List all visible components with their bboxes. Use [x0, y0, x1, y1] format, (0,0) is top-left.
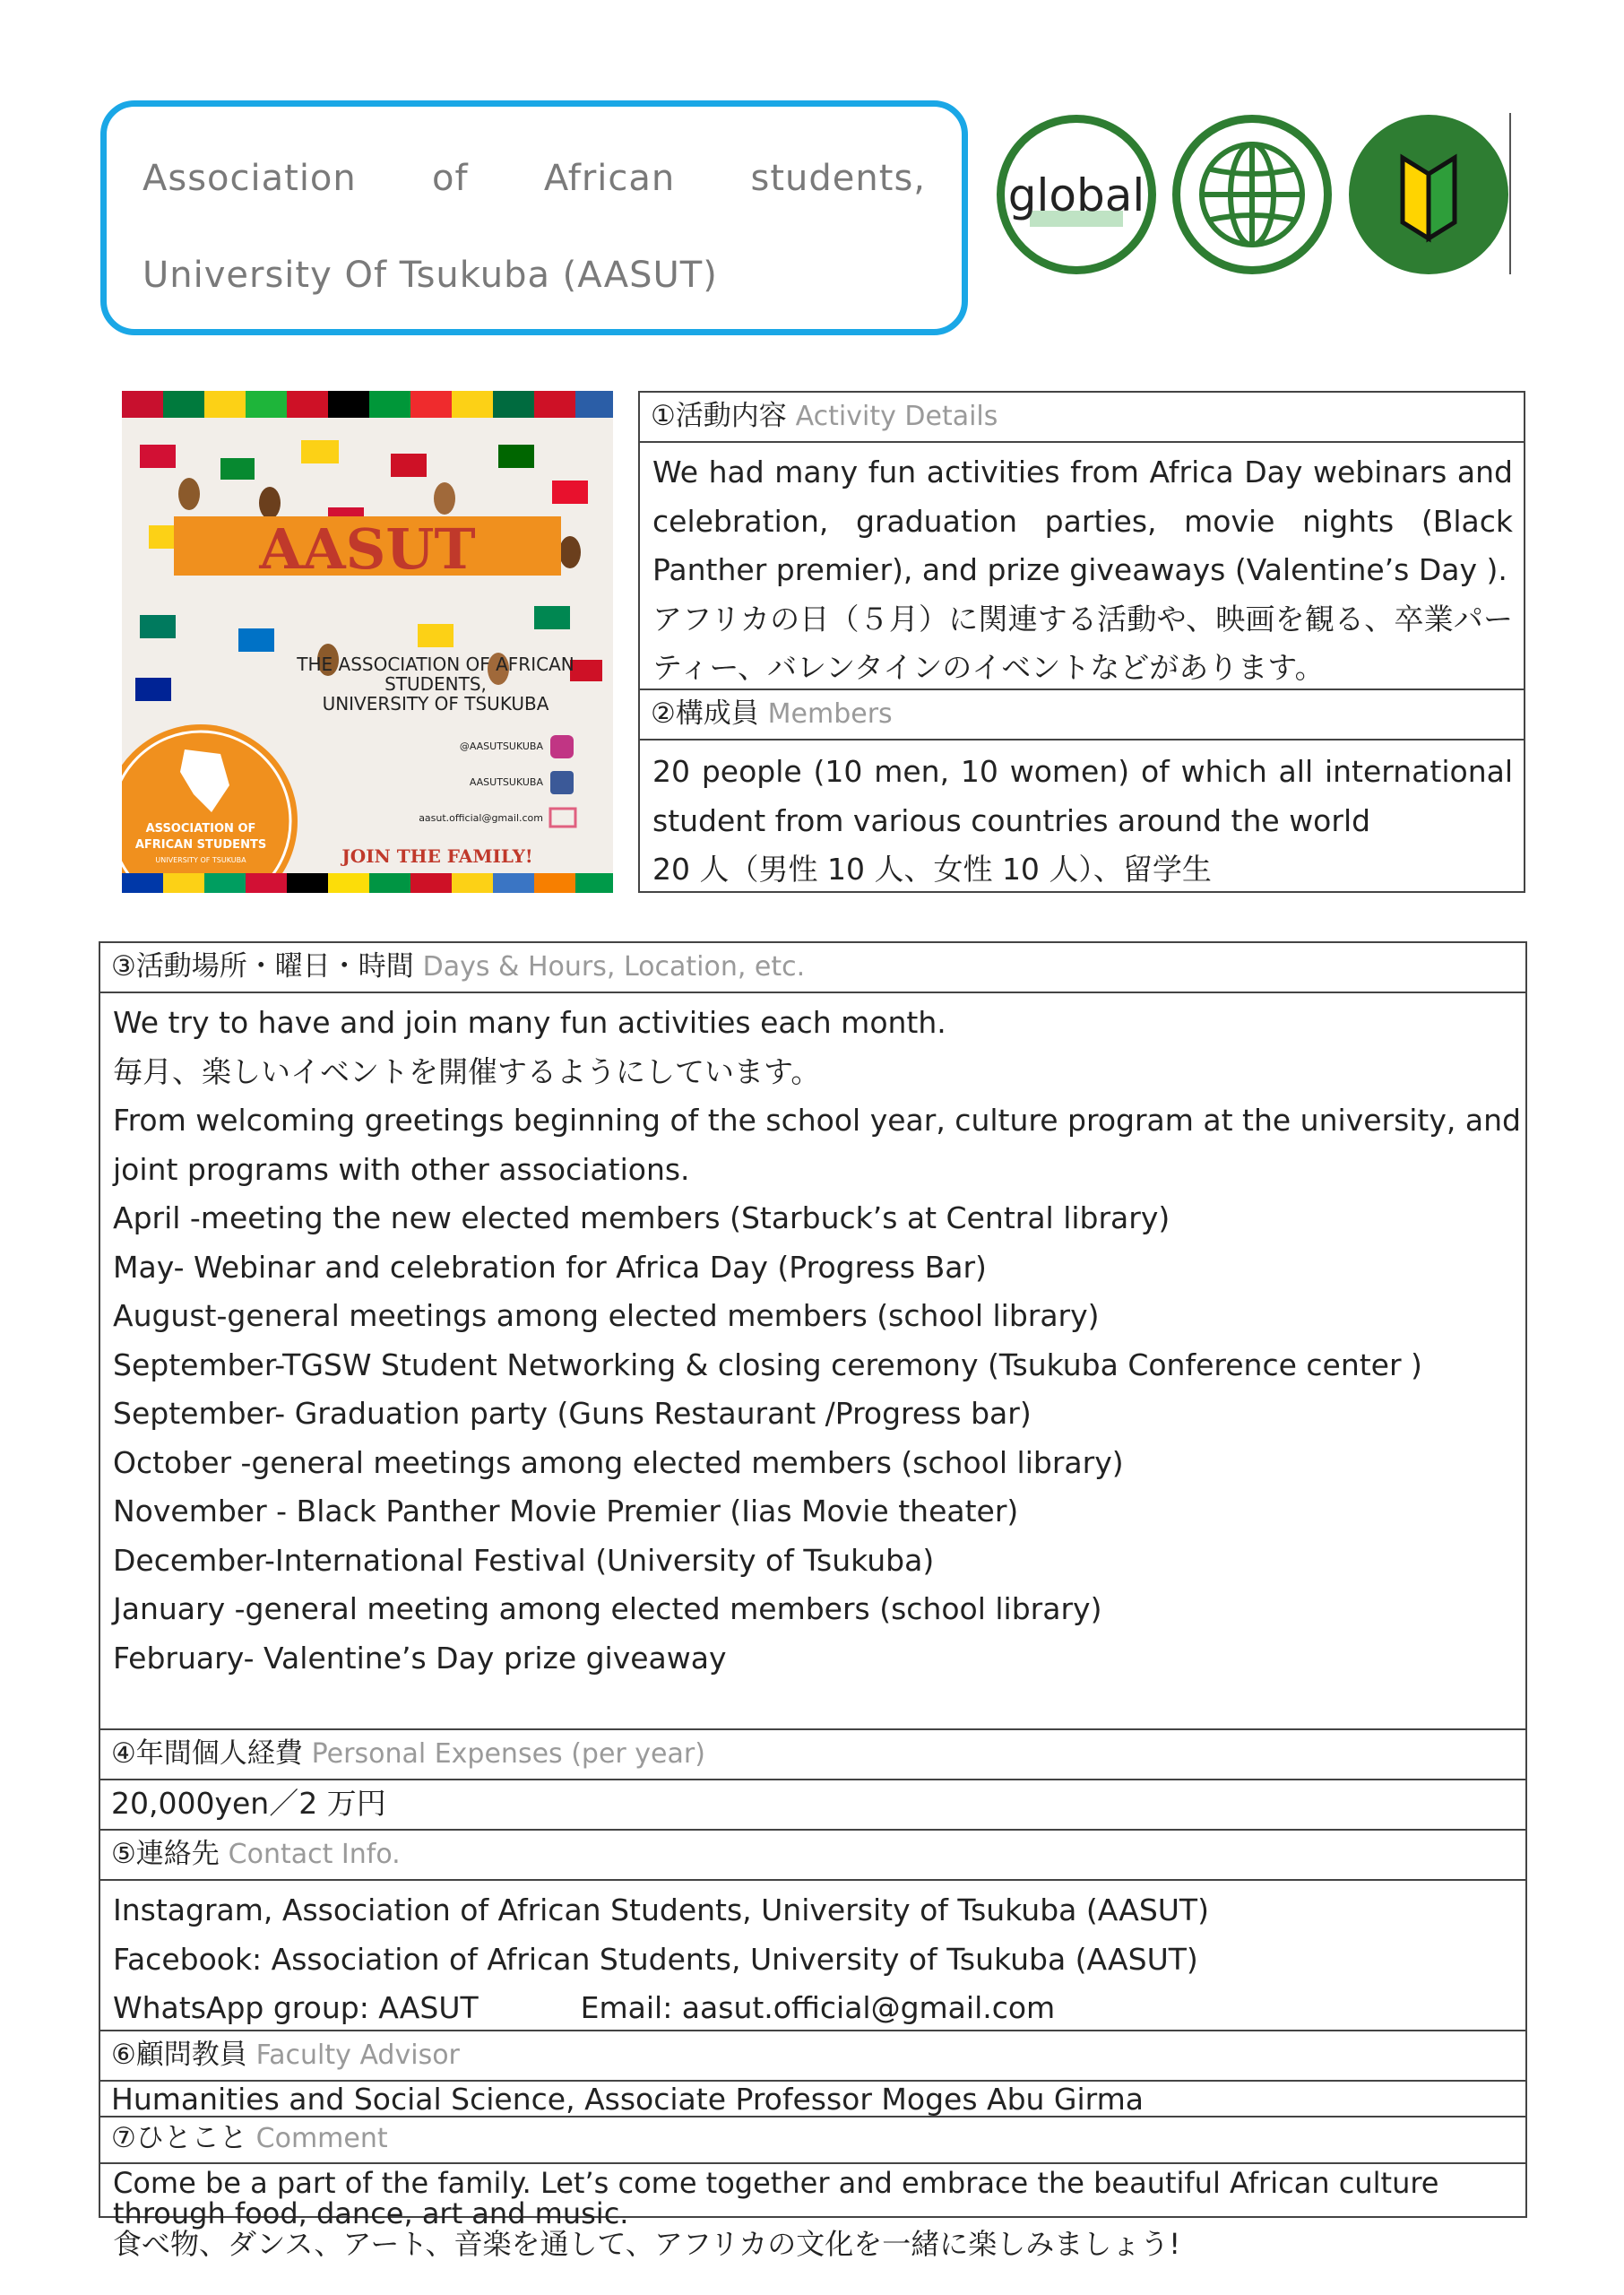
activity-header-row [640, 393, 1524, 443]
poster-seal-line-2: AFRICAN STUDENTS [134, 838, 267, 852]
poster-facebook: AASUTSUKUBA [469, 776, 543, 788]
schedule-line: We try to have and join many fun activities each month. [113, 1005, 946, 1040]
advisor-body-row [100, 2082, 1525, 2117]
divider [1509, 113, 1511, 274]
members-body-row [640, 740, 1524, 895]
advisor-text: Humanities and Social Science, Associate Professor Moges Abu Girma [111, 2082, 1145, 2117]
schedule-line: From welcoming greetings beginning of the school year, culture program at the university, and [113, 1103, 1521, 1138]
contact-body-row [100, 1881, 1525, 2031]
contact-info [100, 1881, 1525, 2033]
members-header: ②構成員 Members [651, 697, 893, 730]
schedule-line: joint programs with other associations. [113, 1151, 690, 1187]
schedule-line: November - Black Panther Movie Premier (Iias Movie theater) [113, 1494, 1019, 1529]
club-title: Association of African students, University Of Tsukuba (AASUT) [143, 158, 926, 296]
contact-facebook: Facebook: Association of African Students, University of Tsukuba (AASUT) [113, 1941, 1198, 1977]
members-text: 20 people (10 men, 10 women) of which all international student from various countries around the world 20 人（男性 10 人、女性 10 人）、留学生 [640, 740, 1524, 895]
poster-instagram: @AASUTSUKUBA [459, 740, 543, 752]
members-header-row [640, 690, 1524, 740]
contact-header-row [100, 1831, 1525, 1881]
beginner-mark-icon [1349, 115, 1508, 274]
contact-instagram: Instagram, Association of African Students, University of Tsukuba (AASUT) [113, 1892, 1209, 1927]
advisor-header-row [100, 2031, 1525, 2082]
instagram-icon [550, 735, 574, 758]
schedule-line: August-general meetings among elected members (school library) [113, 1298, 1100, 1333]
activity-header: ①活動内容 Activity Details [651, 400, 998, 432]
poster-join-text: JOIN THE FAMILY! [341, 845, 533, 867]
comment-header: ⑦ひとこと Comment [111, 2122, 388, 2154]
poster-seal-line-1: ASSOCIATION OF [145, 822, 256, 836]
advisor-header: ⑥顧問教員 Faculty Advisor [111, 2039, 460, 2071]
contact-email: Email: aasut.official@gmail.com [580, 1990, 1056, 2025]
poster-email: aasut.official@gmail.com [419, 812, 543, 824]
poster-subtitle-line-2: STUDENTS, [384, 673, 487, 695]
schedule-header-row [100, 943, 1525, 993]
expenses-text: 20,000yen／2 万円 [111, 1786, 386, 1821]
poster-subtitle-line-3: UNIVERSITY OF TSUKUBA [322, 693, 549, 714]
poster-subtitle-line-1: THE ASSOCIATION OF AFRICAN [297, 654, 574, 675]
activity-details-text-jp: アフリカの日（５月）に関連する活動や、映画を観る、卒業パーティー、バレンタインのイベントなどがあります。 [652, 601, 1513, 685]
info-table [99, 941, 1527, 2261]
comment-text: Come be a part of the family. Let’s come together and embrace the beautiful African culture through food, dance, art and music. 食べ物、ダンス、アート、音楽を通して、アフリカの文化を一緒に楽しみましょう! [100, 2164, 1525, 2259]
schedule-header: ③活動場所・曜日・時間 Days & Hours, Location, etc. [111, 950, 806, 983]
globe-icon [1172, 115, 1332, 274]
members-text-jp: 20 人（男性 10 人、女性 10 人）、留学生 [652, 852, 1212, 887]
poster-logo-text: AASUT [259, 516, 476, 582]
activity-body-row [640, 443, 1524, 690]
schedule-line: September-TGSW Student Networking & closing ceremony (Tsukuba Conference center ) [113, 1347, 1422, 1382]
schedule-line: October -general meetings among elected members (school library) [113, 1444, 1124, 1480]
schedule-line: January -general meeting among elected members (school library) [113, 1591, 1102, 1626]
contact-whatsapp: WhatsApp group: AASUT [113, 1990, 479, 2025]
comment-body-row [100, 2164, 1525, 2259]
expenses-header: ④年間個人経費 Personal Expenses (per year) [111, 1737, 705, 1770]
schedule-line: 毎月、楽しいイベントを開催するようにしています。 [113, 1053, 821, 1089]
schedule-line: February- Valentine’s Day prize giveaway [113, 1640, 727, 1676]
global-badge [997, 115, 1156, 274]
club-poster-image [122, 391, 613, 893]
schedule-line: May- Webinar and celebration for Africa Day (Progress Bar) [113, 1249, 987, 1285]
expenses-header-row [100, 1730, 1525, 1780]
club-title-box [100, 100, 968, 335]
schedule-line: December-International Festival (University of Tsukuba) [113, 1542, 935, 1578]
schedule-line: September- Graduation party (Guns Restaurant /Progress bar) [113, 1396, 1032, 1431]
comment-header-row [100, 2117, 1525, 2164]
contact-header: ⑤連絡先 Contact Info. [111, 1838, 401, 1870]
global-badge-label: global [1007, 169, 1145, 221]
activity-members-box [638, 391, 1525, 893]
facebook-icon [550, 771, 574, 794]
schedule-line: April -meeting the new elected members (Starbuck’s at Central library) [113, 1200, 1170, 1235]
schedule-body-row [100, 993, 1525, 1730]
expenses-body-row [100, 1780, 1525, 1831]
poster-seal-line-3: UNIVERSITY OF TSUKUBA [155, 856, 246, 864]
activity-details-text: We had many fun activities from Africa Day webinars and celebration, graduation parties, movie nights (Black Panther premier), and prize giveaways (Valentine’s Day ). アフリカの日（５月）に関連する活動や、映画を観る、卒業パーティー、バレンタインのイベントなどがあります。 [640, 443, 1524, 693]
comment-text-jp: 食べ物、ダンス、アート、音楽を通して、アフリカの文化を一緒に楽しみましょう! [113, 2227, 1181, 2261]
schedule-list [100, 993, 1525, 1683]
